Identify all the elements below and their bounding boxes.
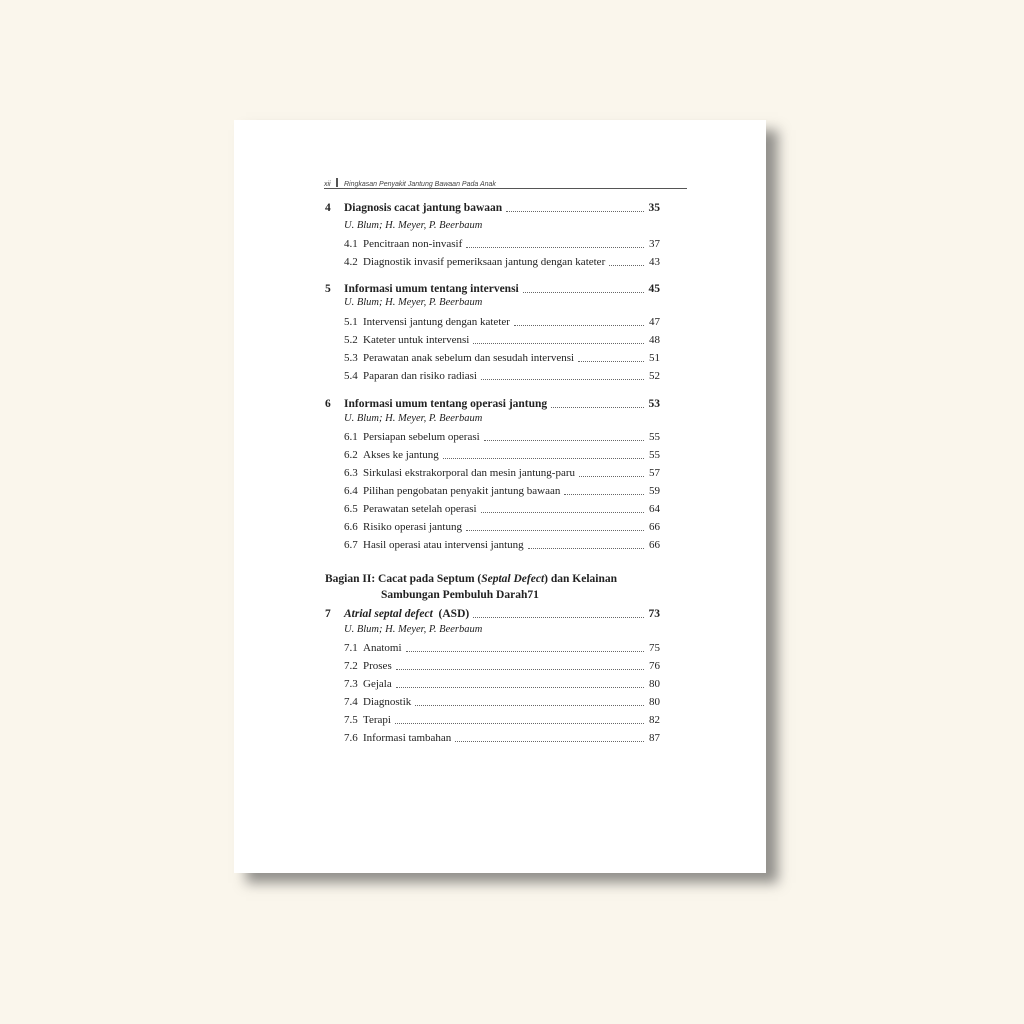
toc-chapter-7[interactable] bbox=[325, 606, 660, 622]
toc-entry-7-3[interactable] bbox=[325, 676, 660, 692]
dot-leader bbox=[609, 265, 644, 266]
section-title: Sirkulasi ekstrakorporal dan mesin jantung-paru bbox=[363, 467, 576, 479]
section-number: 7.3 bbox=[344, 678, 358, 690]
section-title: Proses bbox=[363, 660, 392, 672]
section-page-number: 64 bbox=[649, 503, 660, 515]
section-number: 5.1 bbox=[344, 316, 358, 328]
dot-leader bbox=[443, 458, 644, 459]
section-page-number: 76 bbox=[649, 660, 660, 672]
dot-leader bbox=[396, 669, 644, 670]
toc-chapter-6[interactable] bbox=[325, 396, 660, 412]
dot-leader bbox=[395, 723, 644, 724]
chapter-number: 4 bbox=[325, 202, 331, 214]
section-title: Perawatan setelah operasi bbox=[363, 503, 477, 515]
toc-entry-5-3[interactable] bbox=[325, 350, 660, 366]
section-page-number: 43 bbox=[649, 256, 660, 268]
section-number: 4.1 bbox=[344, 238, 358, 250]
section-page-number: 37 bbox=[649, 238, 660, 250]
toc-entry-7-4[interactable] bbox=[325, 694, 660, 710]
dot-leader bbox=[551, 407, 644, 408]
dot-leader bbox=[514, 325, 644, 326]
part-title-italic: Septal Defect bbox=[481, 573, 545, 585]
part-title-line-2: Sambungan Pembuluh Darah bbox=[381, 589, 528, 601]
chapter-number: 5 bbox=[325, 283, 331, 295]
toc-chapter-5[interactable] bbox=[325, 281, 660, 297]
section-page-number: 52 bbox=[649, 370, 660, 382]
toc-part-2[interactable] bbox=[325, 571, 660, 603]
chapter-page-number: 73 bbox=[648, 608, 660, 620]
section-page-number: 80 bbox=[649, 696, 660, 708]
section-page-number: 66 bbox=[649, 521, 660, 533]
section-title: Gejala bbox=[363, 678, 392, 690]
section-page-number: 51 bbox=[649, 352, 660, 364]
section-page-number: 80 bbox=[649, 678, 660, 690]
section-title: Perawatan anak sebelum dan sesudah intervensi bbox=[363, 352, 575, 364]
section-page-number: 87 bbox=[649, 732, 660, 744]
toc-entry-6-6[interactable] bbox=[325, 519, 660, 535]
section-number: 6.4 bbox=[344, 485, 358, 497]
section-number: 6.7 bbox=[344, 539, 358, 551]
section-page-number: 48 bbox=[649, 334, 660, 346]
toc-entry-6-3[interactable] bbox=[325, 465, 660, 481]
section-title: Anatomi bbox=[363, 642, 402, 654]
chapter-page-number: 35 bbox=[648, 202, 660, 214]
chapter-authors: U. Blum; H. Meyer, P. Beerbaum bbox=[344, 413, 483, 424]
section-title: Hasil operasi atau intervensi jantung bbox=[363, 539, 524, 551]
toc-entry-7-6[interactable] bbox=[325, 730, 660, 746]
chapter-title-suffix: (ASD) bbox=[438, 608, 470, 620]
dot-leader bbox=[481, 379, 644, 380]
section-number: 6.3 bbox=[344, 467, 358, 479]
section-number: 6.1 bbox=[344, 431, 358, 443]
section-title: Paparan dan risiko radiasi bbox=[363, 370, 477, 382]
section-number: 7.1 bbox=[344, 642, 358, 654]
toc-chapter-4[interactable] bbox=[325, 200, 660, 216]
section-title: Risiko operasi jantung bbox=[363, 521, 462, 533]
running-head-divider bbox=[336, 178, 338, 187]
dot-leader bbox=[473, 617, 644, 618]
chapter-page-number: 53 bbox=[648, 398, 660, 410]
chapter-number: 7 bbox=[325, 608, 331, 620]
toc-entry-5-2[interactable] bbox=[325, 332, 660, 348]
chapter-title-italic: Atrial septal defect bbox=[344, 608, 433, 620]
dot-leader bbox=[455, 741, 644, 742]
dot-leader bbox=[466, 247, 644, 248]
dot-leader bbox=[506, 211, 644, 212]
dot-leader bbox=[564, 494, 644, 495]
section-title: Diagnostik invasif pemeriksaan jantung dengan kateter bbox=[363, 256, 606, 268]
section-title: Intervensi jantung dengan kateter bbox=[363, 316, 510, 328]
dot-leader bbox=[481, 512, 644, 513]
toc-entry-7-5[interactable] bbox=[325, 712, 660, 728]
dot-leader bbox=[473, 343, 644, 344]
chapter-authors: U. Blum; H. Meyer, P. Beerbaum bbox=[344, 624, 483, 635]
section-number: 5.4 bbox=[344, 370, 358, 382]
section-number: 6.6 bbox=[344, 521, 358, 533]
toc-entry-5-1[interactable] bbox=[325, 314, 660, 330]
toc-entry-7-2[interactable] bbox=[325, 658, 660, 674]
chapter-title: Informasi umum tentang operasi jantung bbox=[344, 398, 548, 410]
toc-entry-4-1[interactable] bbox=[325, 236, 660, 252]
book-page bbox=[234, 120, 766, 873]
toc-entry-6-7[interactable] bbox=[325, 537, 660, 553]
section-number: 7.6 bbox=[344, 732, 358, 744]
section-page-number: 57 bbox=[649, 467, 660, 479]
toc-entry-6-2[interactable] bbox=[325, 447, 660, 463]
chapter-number: 6 bbox=[325, 398, 331, 410]
section-page-number: 55 bbox=[649, 449, 660, 461]
chapter-page-number: 45 bbox=[648, 283, 660, 295]
dot-leader bbox=[579, 476, 644, 477]
chapter-authors: U. Blum; H. Meyer, P. Beerbaum bbox=[344, 297, 483, 308]
chapter-title: Informasi umum tentang intervensi bbox=[344, 283, 519, 295]
dot-leader bbox=[578, 361, 644, 362]
part-page-number: 71 bbox=[527, 589, 539, 601]
dot-leader bbox=[523, 292, 644, 293]
section-number: 7.5 bbox=[344, 714, 358, 726]
section-title: Diagnostik bbox=[363, 696, 412, 708]
section-number: 7.2 bbox=[344, 660, 358, 672]
section-number: 6.5 bbox=[344, 503, 358, 515]
section-page-number: 47 bbox=[649, 316, 660, 328]
running-head-title: Ringkasan Penyakit Jantung Bawaan Pada Anak bbox=[344, 181, 496, 188]
chapter-title: Diagnosis cacat jantung bawaan bbox=[344, 202, 503, 214]
section-page-number: 55 bbox=[649, 431, 660, 443]
dot-leader bbox=[396, 687, 644, 688]
section-number: 5.2 bbox=[344, 334, 358, 346]
dot-leader bbox=[415, 705, 644, 706]
section-page-number: 59 bbox=[649, 485, 660, 497]
dot-leader bbox=[406, 651, 645, 652]
part-title-prefix: Bagian II: Cacat pada Septum ( bbox=[325, 573, 482, 585]
section-number: 4.2 bbox=[344, 256, 358, 268]
section-title: Kateter untuk intervensi bbox=[363, 334, 470, 346]
toc-entry-6-5[interactable] bbox=[325, 501, 660, 517]
section-title: Pilihan pengobatan penyakit jantung bawaan bbox=[363, 485, 561, 497]
toc-entry-6-1[interactable] bbox=[325, 429, 660, 445]
toc-entry-4-2[interactable] bbox=[325, 254, 660, 270]
section-title: Terapi bbox=[363, 714, 391, 726]
chapter-authors: U. Blum; H. Meyer, P. Beerbaum bbox=[344, 220, 483, 231]
section-page-number: 66 bbox=[649, 539, 660, 551]
running-head bbox=[324, 178, 687, 189]
section-page-number: 82 bbox=[649, 714, 660, 726]
section-number: 6.2 bbox=[344, 449, 358, 461]
dot-leader bbox=[484, 440, 644, 441]
dot-leader bbox=[528, 548, 644, 549]
part-title-suffix: ) dan Kelainan bbox=[544, 573, 618, 585]
section-number: 7.4 bbox=[344, 696, 358, 708]
section-title: Akses ke jantung bbox=[363, 449, 439, 461]
toc-entry-6-4[interactable] bbox=[325, 483, 660, 499]
running-head-page-number: xii bbox=[324, 181, 331, 188]
section-title: Pencitraan non-invasif bbox=[363, 238, 463, 250]
toc-entry-5-4[interactable] bbox=[325, 368, 660, 384]
part-title-line-1 bbox=[325, 571, 660, 587]
section-number: 5.3 bbox=[344, 352, 358, 364]
toc-entry-7-1[interactable] bbox=[325, 640, 660, 656]
dot-leader bbox=[466, 530, 644, 531]
section-title: Persiapan sebelum operasi bbox=[363, 431, 480, 443]
section-page-number: 75 bbox=[649, 642, 660, 654]
section-title: Informasi tambahan bbox=[363, 732, 452, 744]
